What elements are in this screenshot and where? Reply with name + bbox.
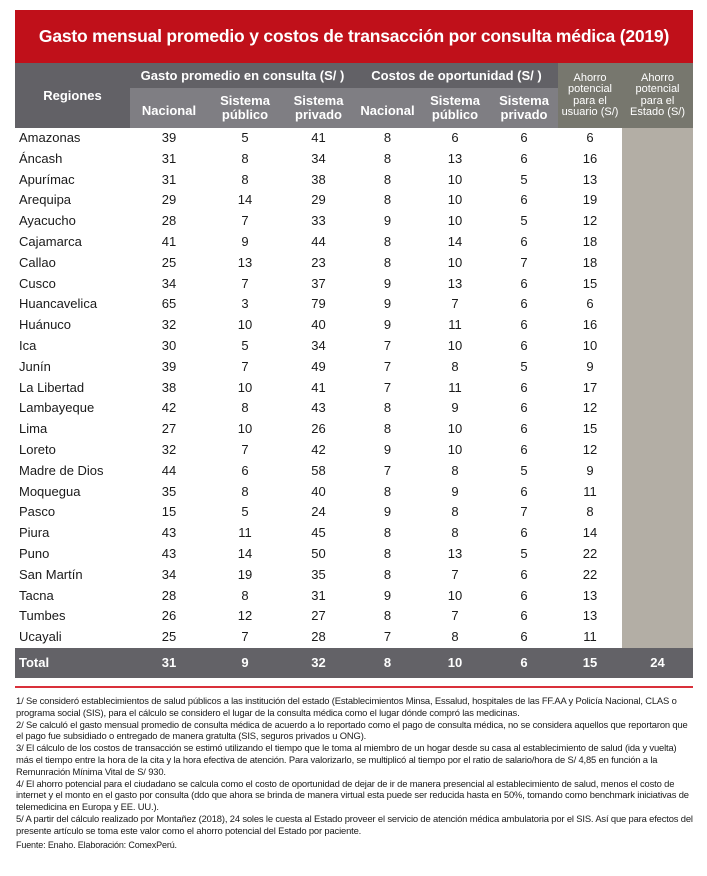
region-name: Moquegua [19,483,81,499]
cell-gasto-publico: 11 [238,525,252,541]
table-row [15,378,693,399]
header-gasto-nacional: Nacional [130,88,208,128]
cell-costos-privado: 5 [520,213,528,229]
cell-costos-publico: 10 [447,442,463,457]
cell-costos-nacional: 9 [383,296,392,312]
cell-costos-publico: 13 [447,150,463,166]
cell-costos-privado: 6 [520,338,528,353]
cell-costos-privado: 6 [520,400,528,416]
cell-costos-nacional: 8 [383,130,392,145]
cell-gasto-publico: 9 [241,234,249,249]
cell-costos-nacional: 8 [383,421,392,437]
cell-gasto-privado: 40 [311,483,326,499]
footnotes [16,695,694,851]
total-ahorro-usuario: 15 [582,655,598,670]
table-title: Gasto mensual promedio y costos de transacción por consulta médica (2019) [15,10,693,63]
cell-gasto-nacional: 44 [161,462,177,478]
cell-costos-nacional: 9 [383,587,392,603]
region-name: Apurímac [19,171,75,187]
cell-costos-nacional: 8 [383,400,392,416]
cell-ahorro-usuario: 13 [582,171,598,187]
region-name: Huancavelica [19,296,98,312]
cell-gasto-nacional: 39 [161,358,177,374]
cell-costos-publico: 14 [447,234,463,249]
cell-gasto-nacional: 27 [161,421,177,437]
total-row [15,648,693,678]
cell-gasto-nacional: 38 [161,379,177,395]
cell-gasto-publico: 7 [241,629,249,645]
cell-costos-privado: 6 [520,566,528,582]
cell-gasto-publico: 7 [241,442,249,457]
cell-gasto-publico: 19 [237,566,253,582]
cell-gasto-nacional: 35 [161,483,177,499]
cell-costos-privado: 6 [520,130,528,145]
cell-gasto-publico: 6 [241,462,249,478]
cell-gasto-publico: 8 [241,483,249,499]
region-name: Huánuco [19,317,72,333]
cell-costos-privado: 5 [520,171,528,187]
cell-gasto-privado: 33 [311,213,326,229]
cell-costos-privado: 6 [520,629,528,645]
cell-ahorro-usuario: 18 [582,254,598,270]
table-row [15,336,693,357]
cell-ahorro-usuario: 15 [582,275,598,291]
table-row [15,190,693,211]
cell-ahorro-usuario: 19 [582,192,598,208]
region-name: Ucayali [19,629,62,645]
region-name: Amazonas [19,130,81,145]
cell-costos-nacional: 9 [383,317,392,333]
cell-costos-nacional: 9 [383,213,392,229]
cell-ahorro-usuario: 22 [582,566,598,582]
table-row [15,149,693,170]
cell-gasto-nacional: 31 [161,171,177,187]
cell-costos-nacional: 8 [383,254,392,270]
cell-costos-publico: 11 [448,317,462,333]
cell-gasto-publico: 8 [241,587,249,603]
table-row [15,232,693,253]
cell-gasto-nacional: 26 [161,608,177,624]
cell-costos-privado: 6 [520,192,528,208]
total-label: Total [19,655,50,670]
cell-costos-nacional: 7 [383,629,392,645]
cell-gasto-privado: 40 [311,317,326,333]
region-name: Cusco [19,275,56,291]
cell-costos-privado: 5 [520,358,528,374]
cell-gasto-publico: 12 [237,608,253,624]
cell-gasto-privado: 35 [311,566,326,582]
cell-ahorro-usuario: 13 [582,608,598,624]
cell-costos-publico: 9 [451,483,459,499]
cell-gasto-privado: 58 [311,462,326,478]
region-name: Ica [19,338,37,353]
cell-gasto-publico: 13 [237,254,253,270]
table-row [15,274,693,295]
cell-gasto-publico: 5 [241,338,249,353]
table-row [15,606,693,627]
cell-costos-nacional: 7 [383,379,392,395]
cell-gasto-privado: 44 [311,234,326,249]
header-group-costos: Costos de oportunidad (S/ ) [355,63,558,88]
header-ahorro-estado: Ahorro potencial para el Estado (S/) [622,63,693,128]
footnote-5: 5/ A partir del cálculo realizado por Montañez (2018), 24 soles le cuesta al Estado proveer el servicio de atención médica ambulatoria por el SIS. Así que para efectos del presente artículo se toma este valor como el ahorro potencial del Estado por paciente. [16,812,693,836]
cell-ahorro-usuario: 16 [582,317,598,333]
cell-gasto-privado: 27 [311,608,326,624]
cell-gasto-nacional: 42 [161,400,177,416]
total-costos-nacional: 8 [383,655,392,670]
region-name: La Libertad [19,379,85,395]
cell-costos-privado: 7 [520,504,528,520]
cell-gasto-publico: 3 [241,296,249,312]
region-name: Madre de Dios [19,462,104,478]
table-row [15,627,693,648]
header-costos-nacional: Nacional [355,88,420,128]
cell-costos-publico: 10 [447,213,463,229]
cell-costos-nacional: 8 [383,566,392,582]
table-row [15,419,693,440]
region-name: Callao [19,254,56,270]
table-row [15,128,693,149]
table-row [15,502,693,523]
cell-ahorro-usuario: 18 [582,234,598,249]
cell-costos-nacional: 9 [383,275,392,291]
cell-costos-privado: 6 [520,483,528,499]
header-group-gasto: Gasto promedio en consulta (S/ ) [130,63,355,88]
cell-gasto-publico: 5 [241,130,249,145]
cell-ahorro-usuario: 14 [582,525,598,541]
cell-gasto-nacional: 30 [161,338,177,353]
region-name: Loreto [19,442,56,457]
table-row [15,357,693,378]
region-name: Tacna [19,587,54,603]
cell-costos-publico: 13 [447,275,463,291]
region-name: Junín [19,358,51,374]
cell-costos-privado: 6 [520,608,528,624]
cell-ahorro-usuario: 9 [586,462,594,478]
cell-costos-publico: 10 [447,587,463,603]
cell-costos-privado: 6 [520,525,528,541]
cell-costos-publico: 13 [447,546,463,561]
total-costos-publico: 10 [447,655,463,670]
cell-gasto-publico: 10 [237,421,253,437]
cell-costos-privado: 6 [520,317,528,333]
cell-costos-privado: 6 [520,234,528,249]
cell-gasto-nacional: 15 [161,504,177,520]
cell-gasto-privado: 37 [311,275,326,291]
region-name: Áncash [19,150,63,166]
region-name: Cajamarca [19,234,82,249]
cell-costos-nacional: 8 [383,171,392,187]
region-name: Lima [19,421,48,437]
region-name: Puno [19,546,50,561]
cell-gasto-privado: 43 [311,400,326,416]
cell-ahorro-usuario: 10 [582,338,598,353]
cell-costos-privado: 6 [520,442,528,457]
region-name: Arequipa [19,192,72,208]
cell-gasto-publico: 7 [241,213,249,229]
cell-costos-nacional: 8 [383,525,392,541]
cell-costos-privado: 5 [520,462,528,478]
footnote-3: 3/ El cálculo de los costos de transacción se estimó utilizando el tiempo que le toma al miembro de un hogar desde su casa al establecimiento de salud (ida y vuelta) más el tiempo entre la hora de la cita y la hora efectiva de atención. Para valorizarlo, se multiplicó al tiempo por el ratio de salario/hora de S/ 4,85 en función a la Remunración Mínima Vital de S/ 930. [16,742,677,777]
cell-gasto-nacional: 39 [161,130,177,145]
cell-ahorro-usuario: 12 [582,442,598,457]
cell-costos-nacional: 7 [383,358,392,374]
cell-gasto-privado: 41 [311,130,326,145]
cell-gasto-privado: 50 [311,546,326,561]
cell-gasto-privado: 34 [311,150,326,166]
footnote-2: 2/ Se calculó el gasto mensual promedio de consulta médica de acuerdo a lo reportado como el pago de consulta médica, no se considera aquellos que reportaron que el pago fue subsidiado o entregado de manera gratulta (SIS, seguros privados u ONG). [16,718,688,742]
cell-ahorro-usuario: 6 [586,130,594,145]
cell-gasto-nacional: 32 [161,442,177,457]
cell-costos-nacional: 7 [383,338,392,353]
cell-ahorro-usuario: 8 [586,504,594,520]
table-row [15,170,693,191]
cell-gasto-nacional: 34 [161,275,177,291]
cell-gasto-publico: 8 [241,400,249,416]
table-row [15,294,693,315]
cell-gasto-nacional: 34 [161,566,177,582]
cell-ahorro-usuario: 22 [582,546,598,561]
cell-gasto-privado: 79 [311,296,326,312]
header-gasto-publico: Sistema público [208,88,282,128]
cell-costos-privado: 6 [520,296,528,312]
cell-ahorro-usuario: 6 [586,296,594,312]
region-name: Tumbes [19,608,66,624]
cell-costos-nacional: 8 [383,192,392,208]
footnote-1: 1/ Se consideró establecimientos de salud públicos a las institución del estado (Establecimientos Minsa, Essalud, hospitales de las FF.AA y Policía Nacional, CLAS o programa social (SIS), para el cálculo se considero el lugar de la consulta médica como el lugar dónde compró las medicinas. [16,695,677,718]
cell-ahorro-usuario: 15 [582,421,598,437]
cell-costos-publico: 8 [451,629,459,645]
cell-ahorro-usuario: 16 [582,150,598,166]
table-row [15,482,693,503]
cell-costos-nacional: 9 [383,504,392,520]
cell-costos-nacional: 8 [383,150,392,166]
cell-gasto-nacional: 29 [161,192,177,208]
cell-gasto-nacional: 28 [161,213,177,229]
cell-gasto-privado: 23 [311,254,326,270]
cell-costos-privado: 6 [520,275,528,291]
cell-gasto-privado: 26 [311,421,326,437]
cell-gasto-privado: 31 [311,587,326,603]
total-ahorro-estado: 24 [650,655,665,670]
cell-costos-privado: 6 [520,379,528,395]
table-row [15,523,693,544]
header-costos-publico: Sistema público [420,88,490,128]
cell-costos-publico: 9 [451,400,459,416]
cell-costos-publico: 6 [451,130,459,145]
total-gasto-privado: 32 [311,655,326,670]
cell-costos-privado: 5 [520,546,528,561]
cell-gasto-publico: 10 [237,317,253,333]
region-name: Pasco [19,504,56,520]
cell-gasto-privado: 41 [311,379,326,395]
cell-costos-publico: 8 [451,525,459,541]
cell-costos-publico: 7 [451,566,459,582]
cell-gasto-privado: 34 [311,338,326,353]
total-costos-privado: 6 [520,655,528,670]
table-row [15,440,693,461]
cell-gasto-publico: 10 [237,379,253,395]
cell-costos-publico: 10 [447,421,463,437]
cell-costos-publico: 10 [447,171,463,187]
cell-ahorro-usuario: 13 [582,587,598,603]
cell-gasto-nacional: 43 [161,525,177,541]
cell-gasto-privado: 45 [311,525,326,541]
cell-costos-privado: 6 [520,421,528,437]
cell-costos-publico: 8 [451,462,459,478]
table-row [15,544,693,565]
cell-gasto-privado: 49 [311,358,326,374]
table-row [15,315,693,336]
cell-gasto-privado: 24 [311,504,326,520]
cell-costos-nacional: 8 [383,234,392,249]
cell-gasto-privado: 29 [311,192,326,208]
cell-gasto-nacional: 43 [161,546,177,561]
cell-costos-privado: 6 [520,150,528,166]
divider-rule [15,686,693,688]
cell-gasto-nacional: 25 [161,629,177,645]
cell-ahorro-usuario: 17 [582,379,598,395]
cell-ahorro-usuario: 9 [586,358,594,374]
cell-ahorro-usuario: 11 [583,629,597,645]
cell-gasto-privado: 38 [311,171,326,187]
cell-gasto-publico: 5 [241,504,249,520]
cell-gasto-publico: 8 [241,171,249,187]
table-row [15,461,693,482]
cell-costos-publico: 11 [448,379,462,395]
cell-gasto-nacional: 28 [161,587,177,603]
cell-gasto-privado: 42 [311,442,326,457]
region-name: Lambayeque [19,400,95,416]
header-costos-privado: Sistema privado [490,88,558,128]
cell-gasto-publico: 7 [241,358,249,374]
table-row [15,211,693,232]
cell-gasto-privado: 28 [311,629,326,645]
table-row [15,398,693,419]
table-row [15,253,693,274]
cell-gasto-nacional: 65 [161,296,177,312]
cell-costos-nacional: 8 [383,546,392,561]
cell-costos-nacional: 7 [383,462,392,478]
cell-costos-nacional: 8 [383,483,392,499]
cell-gasto-publico: 8 [241,150,249,166]
cell-costos-publico: 10 [447,338,463,353]
cell-costos-privado: 6 [520,587,528,603]
cell-gasto-publico: 7 [241,275,249,291]
cell-ahorro-usuario: 12 [582,400,598,416]
total-gasto-publico: 9 [241,655,249,670]
cell-gasto-publico: 14 [237,546,253,561]
cell-gasto-nacional: 41 [161,234,177,249]
region-name: San Martín [19,566,83,582]
cell-gasto-nacional: 31 [161,150,177,166]
cell-costos-nacional: 8 [383,608,392,624]
cell-ahorro-usuario: 12 [582,213,598,229]
cell-ahorro-usuario: 11 [583,483,597,499]
source-note: Fuente: Enaho. Elaboración: ComexPerú. [16,839,177,850]
cell-costos-publico: 7 [451,296,459,312]
cell-costos-privado: 7 [520,254,528,270]
cell-gasto-nacional: 25 [161,254,177,270]
table-row [15,586,693,607]
cell-costos-publico: 10 [447,254,463,270]
cell-costos-publico: 7 [451,608,459,624]
footnote-4: 4/ El ahorro potencial para el ciudadano se calcula como el costo de oportunidad de dejar de ir de manera presencial al establecimiento de salud, menos el costo de internet y el monto en el gasto por consulta (ddo que ahora se brinda de manera virtual esta puede ser reducida hasta en 50%, tomando como benchmark iniciativas de telemedicina en Europa y EE. UU.). [16,777,689,813]
cell-gasto-nacional: 32 [161,317,177,333]
total-gasto-nacional: 31 [161,655,177,670]
cell-costos-publico: 8 [451,358,459,374]
cell-costos-publico: 8 [451,504,459,520]
region-name: Ayacucho [19,213,76,229]
region-name: Piura [19,525,50,541]
header-gasto-privado: Sistema privado [282,88,355,128]
cell-costos-publico: 10 [447,192,463,208]
cell-costos-nacional: 9 [383,442,392,457]
table-row [15,565,693,586]
header-ahorro-usuario: Ahorro potencial para el usuario (S/) [558,63,622,128]
header-regiones: Regiones [15,63,130,128]
cell-gasto-publico: 14 [237,192,253,208]
